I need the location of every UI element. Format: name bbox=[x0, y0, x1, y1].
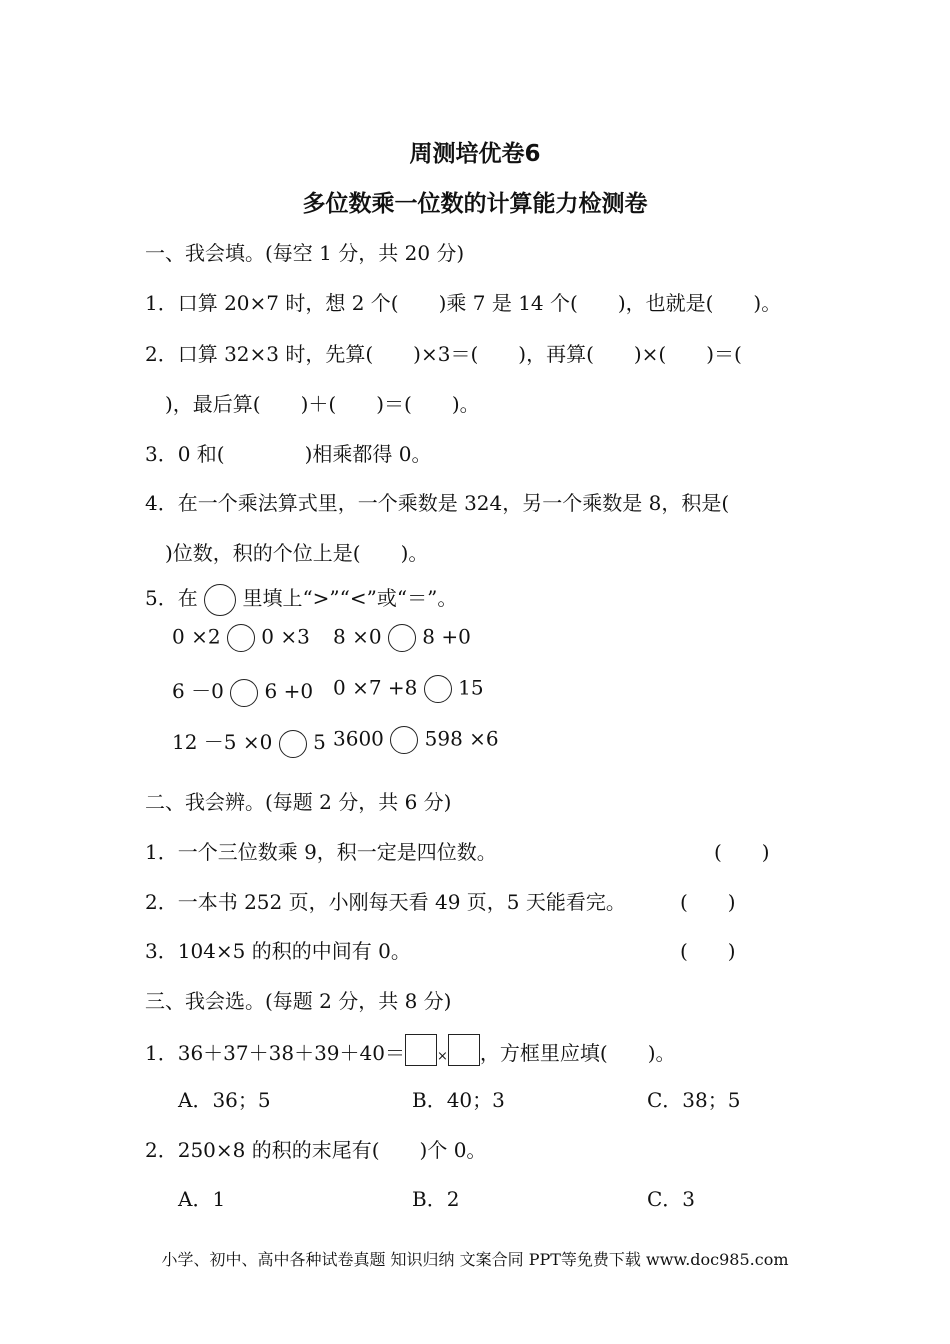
compare-right: 15 bbox=[458, 675, 484, 700]
s2-q2: 2．一本书 252 页，小刚每天看 49 页，5 天能看完。 bbox=[145, 890, 626, 914]
compare-left: 0 ×7 +8 bbox=[333, 675, 418, 700]
answer-box-icon[interactable] bbox=[405, 1034, 437, 1066]
answer-circle-icon[interactable] bbox=[390, 726, 418, 754]
s2-q3-answer[interactable]: ( ) bbox=[680, 939, 736, 963]
compare-right: 5 bbox=[313, 730, 326, 754]
compare-left: 12 －5 ×0 bbox=[172, 730, 273, 754]
s1-q2a: 2．口算 32×3 时，先算( )×3＝( )，再算( )×( )＝( bbox=[145, 342, 742, 366]
answer-circle-icon[interactable] bbox=[227, 624, 255, 652]
compare-left: 0 ×2 bbox=[172, 624, 221, 649]
answer-circle-icon[interactable] bbox=[279, 730, 307, 758]
compare-right: 0 ×3 bbox=[261, 624, 310, 649]
page-title: 周测培优卷6 bbox=[409, 141, 541, 167]
s2-q3: 3．104×5 的积的中间有 0。 bbox=[145, 939, 411, 963]
compare-row-1 bbox=[172, 624, 310, 652]
s1-q5 bbox=[145, 582, 457, 616]
s1-q2b: )，最后算( )＋( )＝( )。 bbox=[165, 392, 480, 416]
s1-q4a: 4．在一个乘法算式里，一个乘数是 324，另一个乘数是 8，积是( bbox=[145, 491, 730, 515]
s1-q5-pre: 5．在 bbox=[145, 586, 198, 610]
page-footer: 小学、初中、高中各种试卷真题 知识归纳 文案合同 PPT等免费下载 www.doc985.com bbox=[161, 1250, 789, 1269]
s3-q2-option-b[interactable]: B．2 bbox=[412, 1187, 460, 1211]
compare-left: 6 －0 bbox=[172, 679, 224, 703]
answer-circle-icon[interactable] bbox=[424, 675, 452, 703]
s3-q1-post: ，方框里应填( )。 bbox=[479, 1041, 676, 1065]
compare-right: 6 +0 bbox=[264, 679, 314, 703]
compare-row-1b bbox=[333, 624, 471, 652]
s1-q4b: )位数，积的个位上是( )。 bbox=[165, 541, 429, 565]
section1-heading: 一、我会填。(每空 1 分，共 20 分) bbox=[145, 241, 465, 265]
answer-circle-icon[interactable] bbox=[230, 679, 258, 707]
s1-q3: 3．0 和( )相乘都得 0。 bbox=[145, 442, 432, 466]
answer-circle-icon[interactable] bbox=[388, 624, 416, 652]
compare-right: 598 ×6 bbox=[424, 726, 499, 751]
s3-q1-option-b[interactable]: B．40；3 bbox=[412, 1088, 505, 1112]
compare-left: 8 ×0 bbox=[333, 624, 382, 649]
compare-row-3b bbox=[333, 726, 499, 754]
page-subtitle: 多位数乘一位数的计算能力检测卷 bbox=[302, 191, 648, 217]
section2-heading: 二、我会辨。(每题 2 分，共 6 分) bbox=[145, 790, 452, 814]
s1-q1: 1．口算 20×7 时，想 2 个( )乘 7 是 14 个( )，也就是( )。 bbox=[145, 291, 782, 315]
compare-row-2b bbox=[333, 675, 484, 703]
s3-q1-option-a[interactable]: A．36；5 bbox=[178, 1088, 271, 1112]
s3-q1 bbox=[145, 1034, 676, 1066]
section3-heading: 三、我会选。(每题 2 分，共 8 分) bbox=[145, 989, 452, 1013]
s1-q5-post: 里填上“>”“<”或“＝”。 bbox=[242, 586, 458, 610]
s3-q2-option-c[interactable]: C．3 bbox=[647, 1187, 696, 1211]
compare-row-2 bbox=[172, 675, 313, 707]
compare-left: 3600 bbox=[333, 726, 384, 751]
s3-q1-option-c[interactable]: C．38；5 bbox=[647, 1088, 741, 1112]
s3-q2-option-a[interactable]: A．1 bbox=[178, 1187, 226, 1211]
compare-right: 8 +0 bbox=[422, 624, 471, 649]
s2-q1-answer[interactable]: ( ) bbox=[714, 840, 770, 864]
s3-q2: 2．250×8 的积的末尾有( )个 0。 bbox=[145, 1138, 487, 1162]
answer-box-icon[interactable] bbox=[448, 1034, 480, 1066]
compare-circle-icon bbox=[204, 584, 236, 616]
compare-row-3 bbox=[172, 726, 326, 758]
s2-q2-answer[interactable]: ( ) bbox=[680, 890, 736, 914]
s3-q1-times: × bbox=[436, 1049, 448, 1064]
s3-q1-pre: 1．36＋37＋38＋39＋40＝ bbox=[145, 1041, 405, 1065]
s2-q1: 1．一个三位数乘 9，积一定是四位数。 bbox=[145, 840, 497, 864]
